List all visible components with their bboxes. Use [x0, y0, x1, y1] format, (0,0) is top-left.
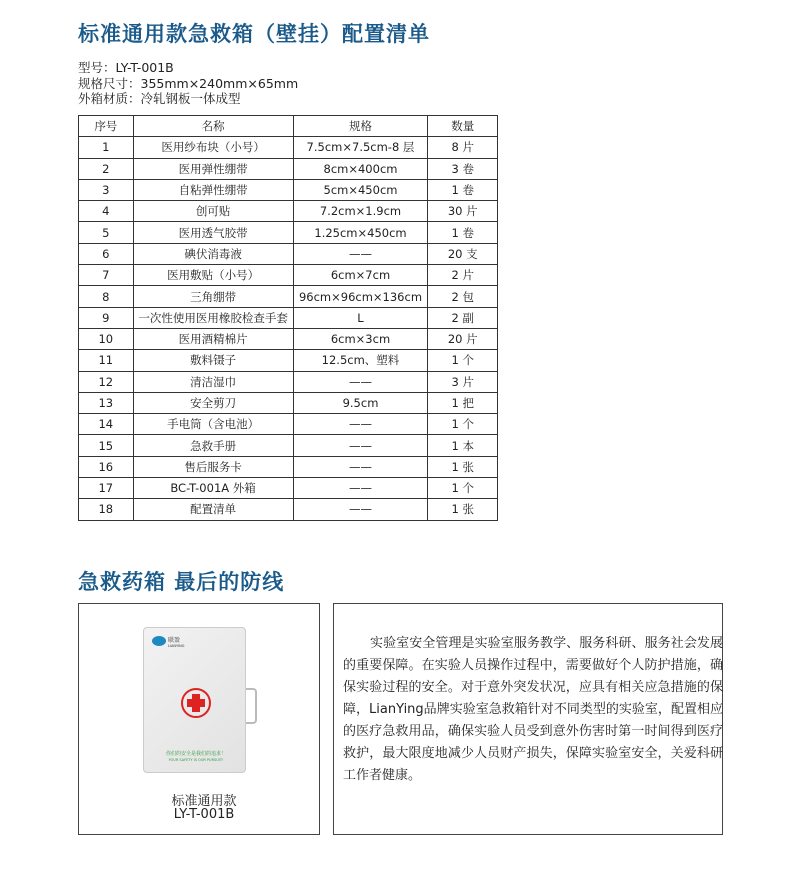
table-row: [79, 350, 498, 371]
cell-qty: 1 个: [428, 414, 498, 435]
table-row: [79, 371, 498, 392]
cell-name: 自粘弹性绷带: [133, 179, 293, 200]
product-caption-model: LY-T-001B: [173, 807, 235, 822]
cell-qty: 20 片: [428, 328, 498, 349]
product-caption-name: 标准通用款: [171, 794, 237, 809]
cell-spec: 6cm×7cm: [293, 265, 428, 286]
cell-index: 7: [79, 265, 134, 286]
cell-name: 清洁湿巾: [133, 371, 293, 392]
cell-name: 三角绷带: [133, 286, 293, 307]
cell-name: 手电筒（含电池）: [133, 414, 293, 435]
cell-index: 11: [79, 350, 134, 371]
cell-qty: 3 片: [428, 371, 498, 392]
cell-name: BC-T-001A 外箱: [133, 478, 293, 499]
cell-name: 医用透气胶带: [133, 222, 293, 243]
cell-spec: 5cm×450cm: [293, 179, 428, 200]
cell-name: 医用弹性绷带: [133, 158, 293, 179]
size-line: 规格尺寸：355mm×240mm×65mm: [78, 75, 299, 91]
cell-index: 15: [79, 435, 134, 456]
cell-index: 12: [79, 371, 134, 392]
cell-name: 医用纱布块（小号）: [133, 137, 293, 158]
table-row: [79, 243, 498, 264]
cell-index: 13: [79, 392, 134, 413]
cell-qty: 1 个: [428, 478, 498, 499]
table-row: [79, 478, 498, 499]
header-name: 名称: [133, 116, 293, 137]
cell-name: 配置清单: [133, 499, 293, 520]
cell-spec: ——: [293, 435, 428, 456]
table-row: [79, 499, 498, 520]
cell-index: 17: [79, 478, 134, 499]
table-header-row: [79, 116, 498, 137]
cell-spec: 12.5cm、塑料: [293, 350, 428, 371]
cell-index: 8: [79, 286, 134, 307]
header-index: 序号: [79, 116, 134, 137]
cell-name: 医用酒精棉片: [133, 328, 293, 349]
cell-index: 16: [79, 456, 134, 477]
kit-slogan: 你们的安全是我们的追求！: [165, 751, 226, 757]
cell-index: 4: [79, 201, 134, 222]
cell-spec: 7.5cm×7.5cm-8 层: [293, 137, 428, 158]
cell-qty: 1 张: [428, 456, 498, 477]
table-row: [79, 414, 498, 435]
cell-spec: 7.2cm×1.9cm: [293, 201, 428, 222]
table-row: [79, 435, 498, 456]
table-row: [79, 392, 498, 413]
cell-index: 5: [79, 222, 134, 243]
first-aid-kit-image: [143, 627, 246, 773]
cell-name: 创可贴: [133, 201, 293, 222]
cell-index: 1: [79, 137, 134, 158]
material-line: 外箱材质：冷轧钢板一体成型: [78, 91, 241, 106]
cell-qty: 20 支: [428, 243, 498, 264]
cell-spec: ——: [293, 456, 428, 477]
cell-spec: ——: [293, 478, 428, 499]
cell-spec: ——: [293, 414, 428, 435]
model-line: 型号：LY-T-001B: [78, 60, 174, 75]
cell-name: 医用敷贴（小号）: [133, 265, 293, 286]
cell-spec: 1.25cm×450cm: [293, 222, 428, 243]
cell-qty: 1 卷: [428, 222, 498, 243]
cell-spec: L: [293, 307, 428, 328]
cell-name: 急救手册: [133, 435, 293, 456]
brand-logo-icon: [152, 636, 166, 646]
table-row: [79, 265, 498, 286]
cell-index: 10: [79, 328, 134, 349]
header-spec: 规格: [293, 116, 428, 137]
product-meta: [78, 60, 298, 107]
kit-handle: [246, 688, 257, 724]
cell-qty: 1 把: [428, 392, 498, 413]
cell-index: 18: [79, 499, 134, 520]
cell-spec: 6cm×3cm: [293, 328, 428, 349]
description-text: 实验室安全管理是实验室服务教学、服务科研、服务社会发展的重要保障。在实验人员操作过程中，需要做好个人防护措施，确保实验过程的安全。对于意外突发状况，应具有相关应急措施的保障，LianYing品牌实验室急救箱针对不同类型的实验室，配置相应的医疗急救用品，确保实验人员受到意外伤害时第一时间得到医疗救护，最大限度地减少人员财产损失，保障实验室安全，关爱科研工作者健康。: [343, 636, 723, 783]
table-row: [79, 456, 498, 477]
table-row: [79, 286, 498, 307]
cell-qty: 2 副: [428, 307, 498, 328]
cell-qty: 1 张: [428, 499, 498, 520]
cell-index: 9: [79, 307, 134, 328]
cell-name: 敷料镊子: [133, 350, 293, 371]
cell-name: 安全剪刀: [133, 392, 293, 413]
cell-spec: 96cm×96cm×136cm: [293, 286, 428, 307]
cell-qty: 2 片: [428, 265, 498, 286]
table-row: [79, 222, 498, 243]
cell-name: 售后服务卡: [133, 456, 293, 477]
cell-spec: ——: [293, 371, 428, 392]
section-title: 急救药箱 最后的防线: [78, 570, 285, 594]
cell-name: 一次性使用医用橡胶检查手套: [133, 307, 293, 328]
header-qty: 数量: [428, 116, 498, 137]
table-row: [79, 328, 498, 349]
cell-spec: ——: [293, 243, 428, 264]
cell-index: 14: [79, 414, 134, 435]
cell-qty: 1 个: [428, 350, 498, 371]
cell-index: 6: [79, 243, 134, 264]
cell-qty: 2 包: [428, 286, 498, 307]
cell-qty: 3 卷: [428, 158, 498, 179]
cell-qty: 1 卷: [428, 179, 498, 200]
config-table: [78, 115, 498, 521]
table-row: [79, 158, 498, 179]
table-row: [79, 307, 498, 328]
cell-spec: 8cm×400cm: [293, 158, 428, 179]
table-row: [79, 201, 498, 222]
page-title: 标准通用款急救箱（壁挂）配置清单: [78, 22, 430, 46]
cell-name: 碘伏消毒液: [133, 243, 293, 264]
cell-spec: 9.5cm: [293, 392, 428, 413]
cell-index: 3: [79, 179, 134, 200]
cell-index: 2: [79, 158, 134, 179]
cell-qty: 8 片: [428, 137, 498, 158]
brand-name: 联盈 LIANYING: [168, 637, 185, 648]
cell-qty: 30 片: [428, 201, 498, 222]
kit-slogan-en: YOUR SAFETY IS OUR PURSUIT!: [168, 758, 224, 762]
table-row: [79, 137, 498, 158]
cell-spec: ——: [293, 499, 428, 520]
table-row: [79, 179, 498, 200]
cell-qty: 1 本: [428, 435, 498, 456]
